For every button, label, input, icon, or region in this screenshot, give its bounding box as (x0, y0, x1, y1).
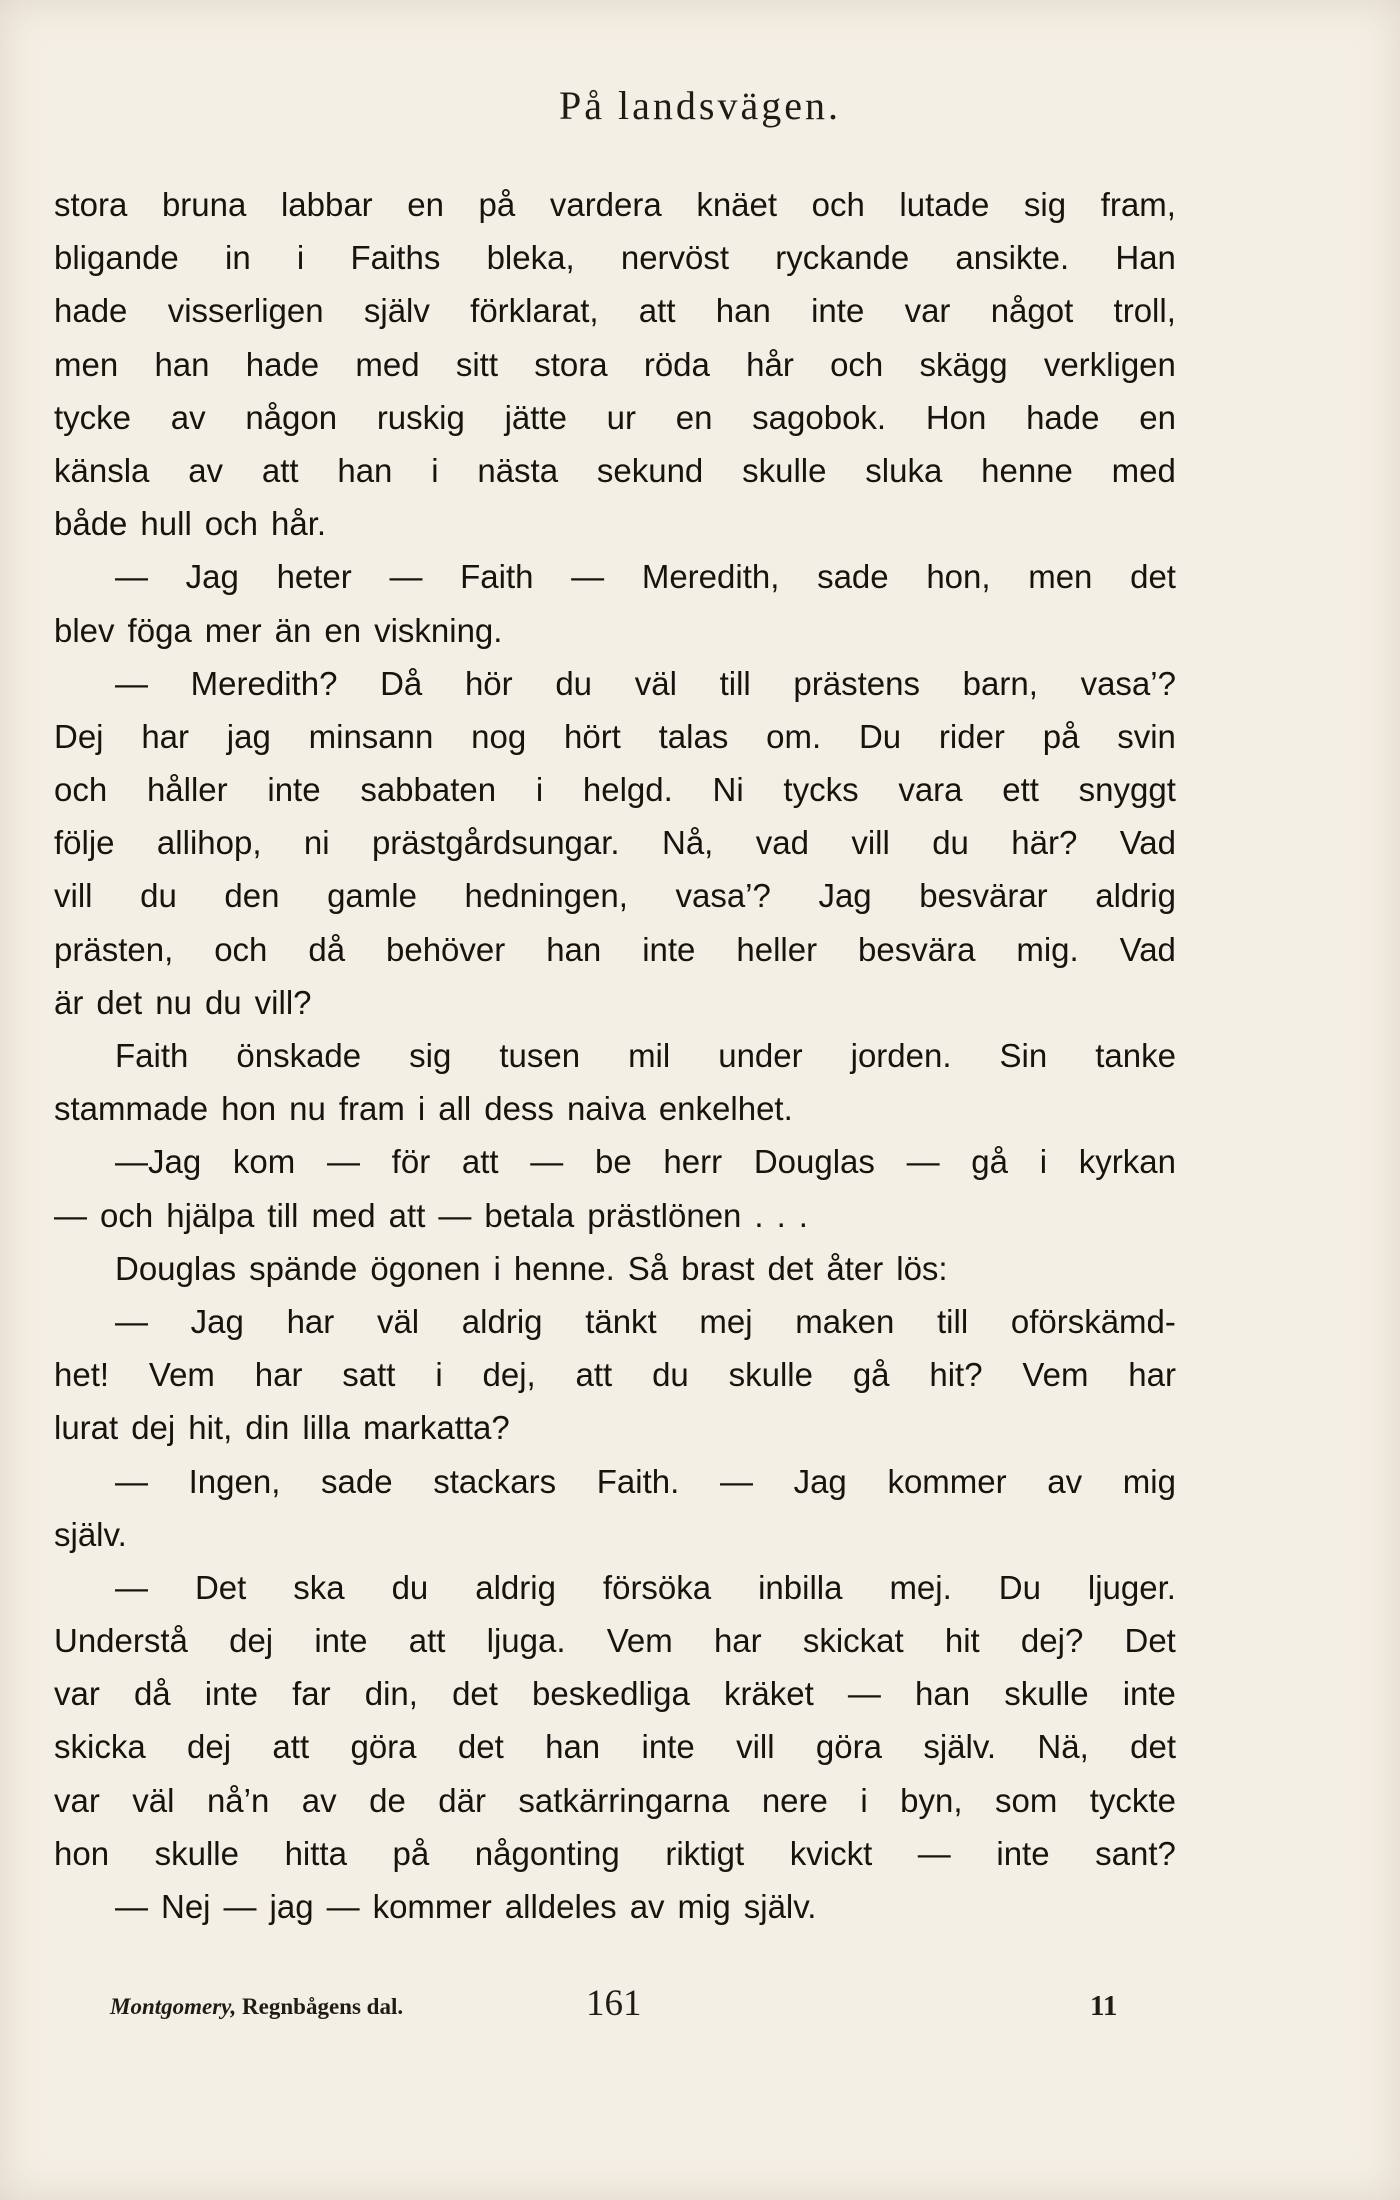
text-line: är det nu du vill? (54, 983, 312, 1021)
text-line: Faith önskade sig tusen mil under jorden. Sin tanke (115, 1037, 1176, 1074)
text-line: prästen, och då behöver han inte heller besvära mig. Vad (54, 930, 1176, 968)
text-line: hade visserligen själv förklarat, att han inte var något troll, (54, 292, 1176, 330)
text-line: själv. (54, 1515, 127, 1553)
text-line: het! Vem har satt i dej, att du skulle gå hit? Vem har (54, 1356, 1176, 1394)
running-header: På landsvägen. (559, 83, 841, 128)
footer-signature-mark (110, 1994, 403, 2020)
text-line: var då inte far din, det beskedliga kräket — han skulle inte (54, 1675, 1176, 1713)
text-line: stora bruna labbar en på vardera knäet och lutade sig fram, (54, 186, 1176, 223)
sheet-signature: 11 (1090, 1990, 1118, 2022)
text-line: — Det ska du aldrig försöka inbilla mej. Du ljuger. (115, 1568, 1176, 1606)
text-line: Understå dej inte att ljuga. Vem har skickat hit dej? Det (54, 1622, 1176, 1660)
text-line: vill du den gamle hedningen, vasa’? Jag besvärar aldrig (54, 877, 1176, 915)
text-line: — Meredith? Då hör du väl till prästens barn, vasa’? (115, 664, 1176, 702)
text-line: — Ingen, sade stackars Faith. — Jag kommer av mig (115, 1462, 1176, 1500)
text-line: — och hjälpa till med att — betala prästlönen . . . (54, 1196, 808, 1234)
text-line: var väl nå’n av de där satkärringarna nere i byn, som tyckte (54, 1781, 1176, 1819)
text-line: — Jag heter — Faith — Meredith, sade hon, men det (115, 558, 1176, 596)
footer-author: Montgomery, (110, 1994, 237, 2019)
text-line: — Nej — jag — kommer alldeles av mig själv. (115, 1888, 817, 1925)
text-line: och håller inte sabbaten i helgd. Ni tycks vara ett snyggt (54, 771, 1176, 809)
text-line: Dej har jag minsann nog hört talas om. Du rider på svin (54, 717, 1176, 755)
text-line: — Jag har väl aldrig tänkt mej maken till oförskämd- (115, 1302, 1176, 1340)
text-line: tycke av någon ruskig jätte ur en sagobok. Hon hade en (54, 398, 1176, 436)
page-footer (0, 1982, 1400, 2032)
text-line: följe allihop, ni prästgårdsungar. Nå, vad vill du här? Vad (54, 824, 1176, 862)
text-line: känsla av att han i nästa sekund skulle sluka henne med (54, 451, 1176, 489)
text-line: hon skulle hitta på någonting riktigt kvickt — inte sant? (54, 1834, 1176, 1872)
text-line: både hull och hår. (54, 505, 327, 543)
body-text (54, 178, 1176, 1933)
page-number: 161 (586, 1983, 642, 2024)
footer-book-title: Regnbågens dal. (242, 1994, 404, 2019)
text-line: bligande in i Faiths bleka, nervöst ryckande ansikte. Han (54, 239, 1176, 277)
text-line: Douglas spände ögonen i henne. Så brast det åter lös: (115, 1249, 948, 1287)
text-line: men han hade med sitt stora röda hår och skägg verkligen (54, 345, 1176, 383)
text-line: lurat dej hit, din lilla markatta? (54, 1409, 510, 1447)
text-line: blev föga mer än en viskning. (54, 611, 503, 649)
text-line: stammade hon nu fram i all dess naiva enkelhet. (54, 1090, 793, 1128)
text-line: skicka dej att göra det han inte vill göra själv. Nä, det (54, 1728, 1176, 1766)
text-line: —Jag kom — för att — be herr Douglas — gå i kyrkan (115, 1143, 1176, 1181)
